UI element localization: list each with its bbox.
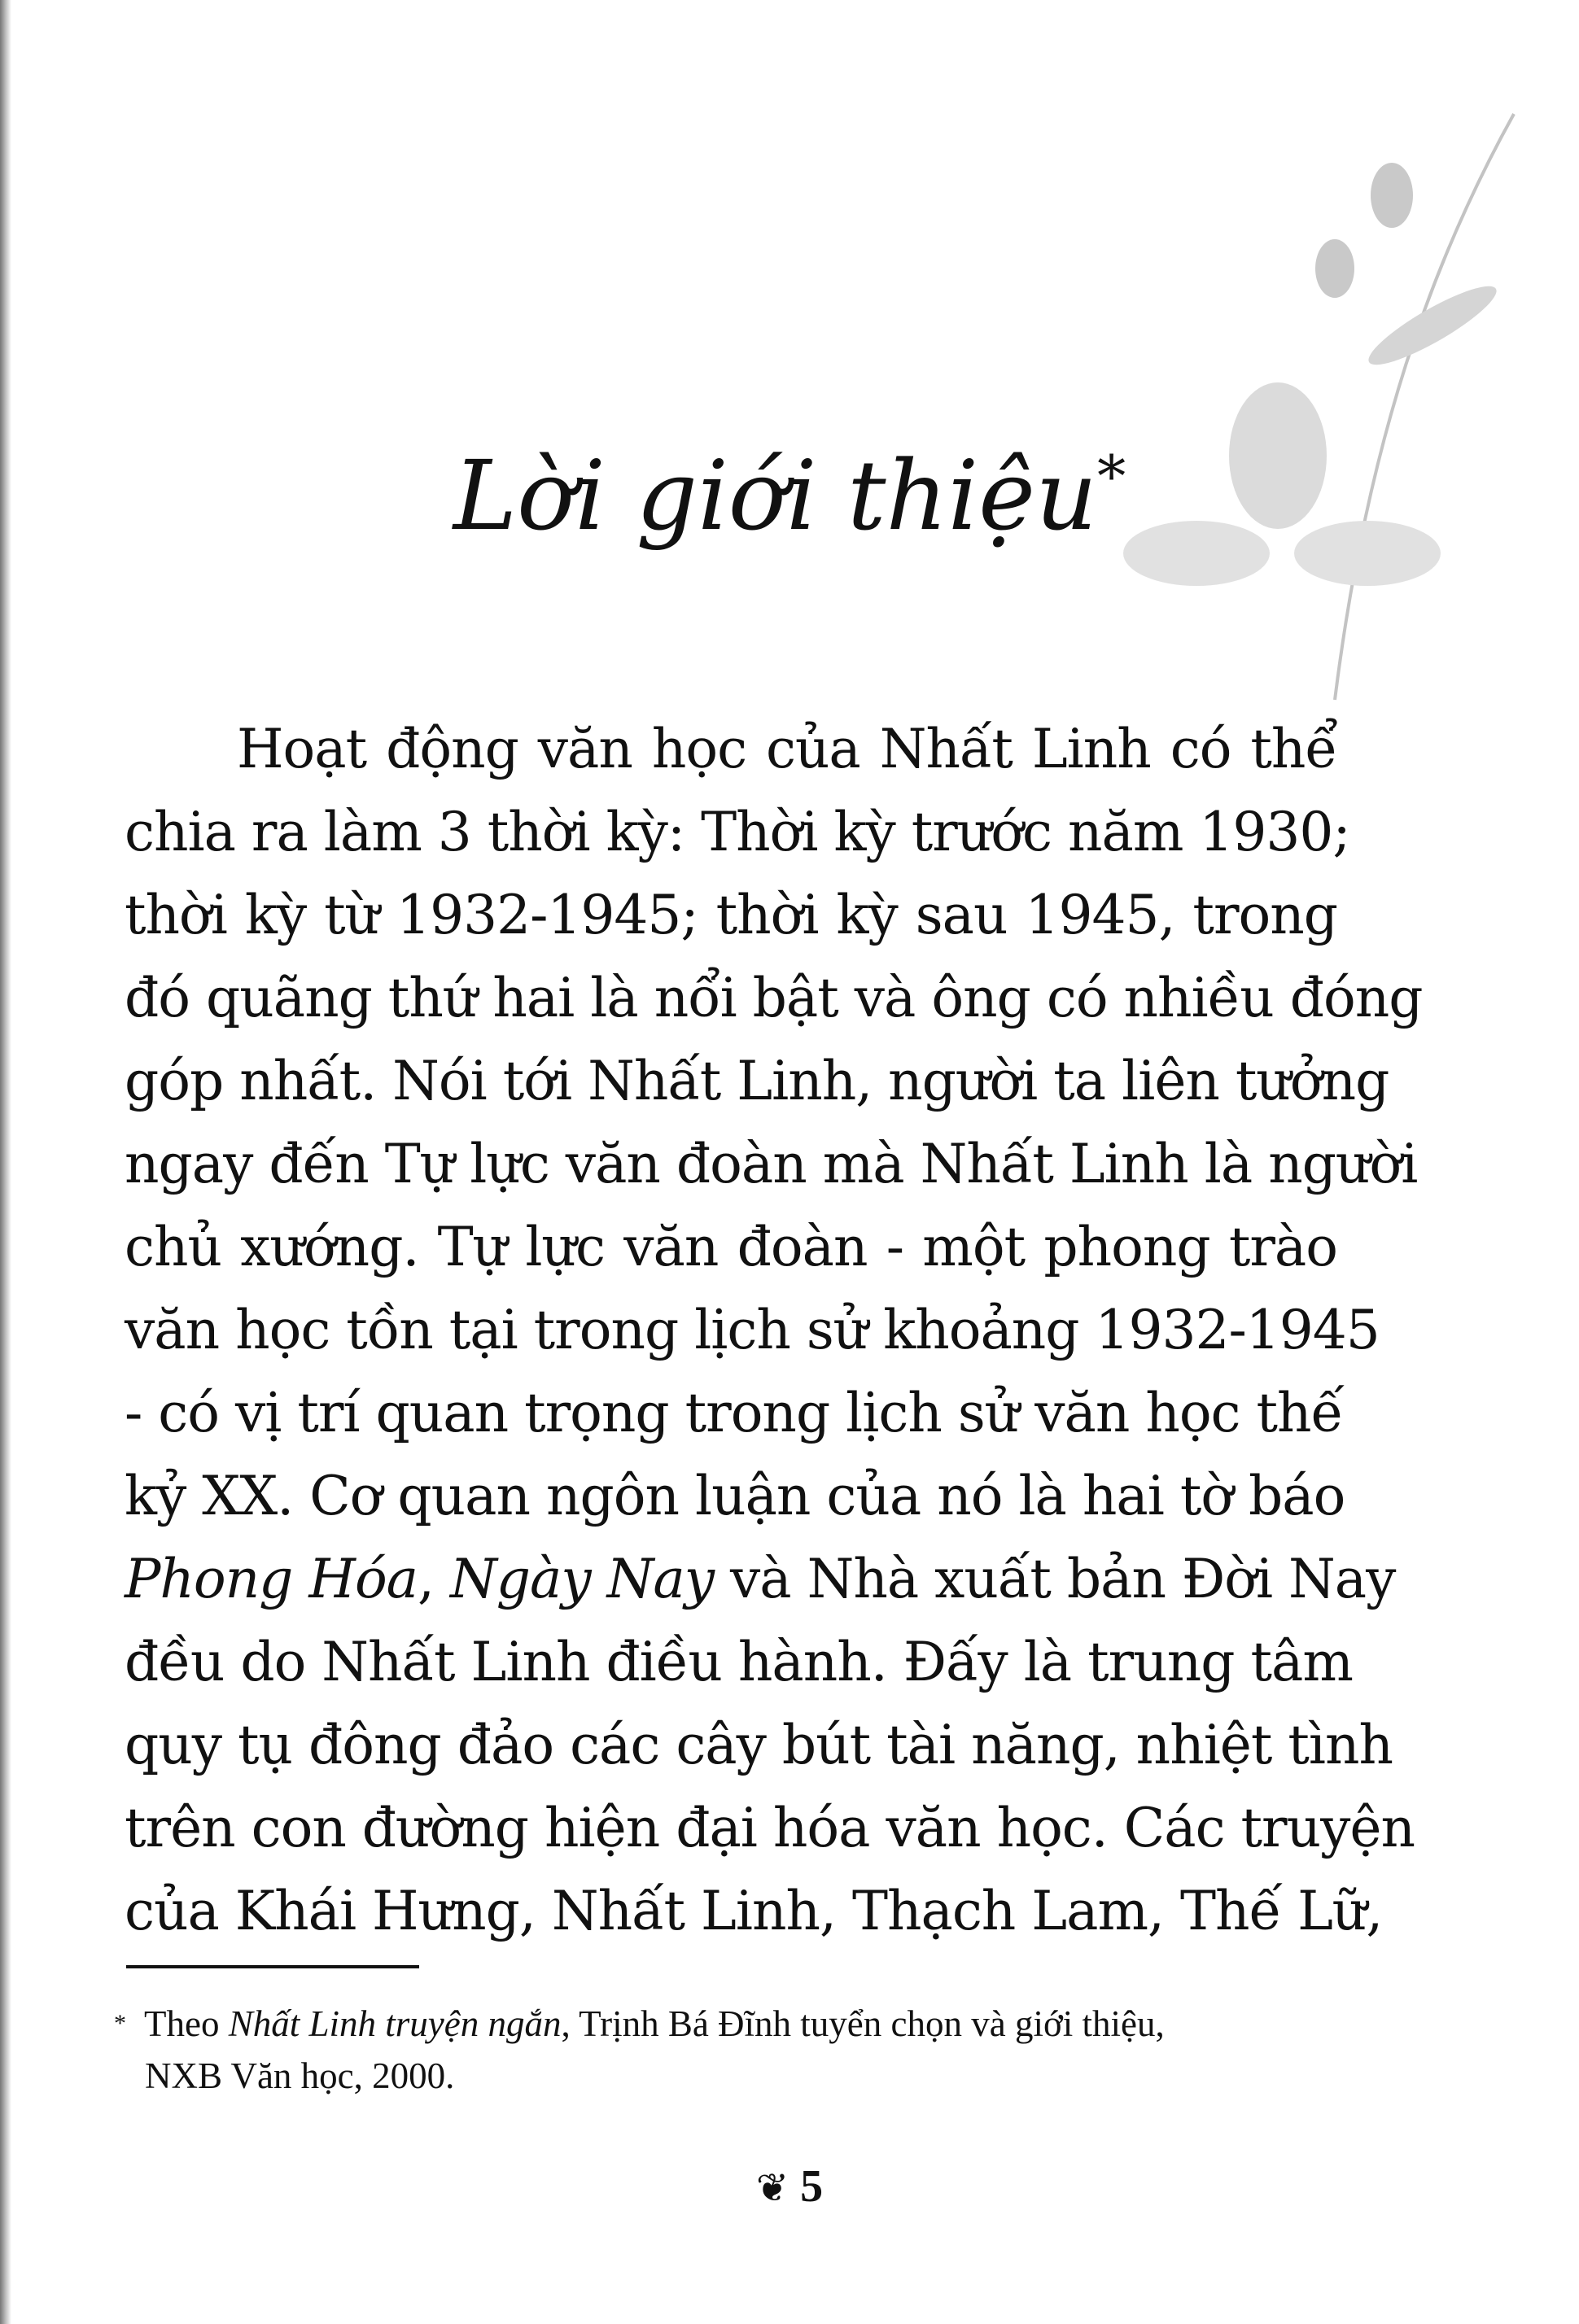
body-line: văn học tồn tại trong lịch sử khoảng 1932-1945 xyxy=(125,1299,1380,1361)
page-title xyxy=(0,439,1579,552)
title-footnote-mark: * xyxy=(1097,443,1126,510)
body-line: góp nhất. Nói tới Nhất Linh, người ta liên tưởng xyxy=(125,1050,1389,1112)
floral-decoration xyxy=(1123,98,1546,716)
page-number-text: 5 xyxy=(800,2161,824,2212)
title-text: Lời giới thiệu xyxy=(453,439,1098,552)
line-text: và Nhà xuất bản Đời Nay xyxy=(714,1548,1396,1610)
body-line xyxy=(125,1538,1396,1621)
body-line: của Khái Hưng, Nhất Linh, Thạch Lam, Thế Lữ, xyxy=(125,1880,1383,1942)
footnote-text: , Trịnh Bá Đĩnh tuyển chọn và giới thiệu, xyxy=(561,2003,1165,2044)
footnote-divider xyxy=(126,1965,419,1968)
book-spine-shadow xyxy=(0,0,11,2324)
body-line: kỷ XX. Cơ quan ngôn luận của nó là hai tờ báo xyxy=(125,1465,1345,1527)
footnote-mark: * xyxy=(114,2010,126,2037)
footnote-text: NXB Văn học, 2000. xyxy=(145,2055,455,2096)
body-line: đó quãng thứ hai là nổi bật và ông có nhiều đóng xyxy=(125,967,1423,1029)
body-line: đều do Nhất Linh điều hành. Đấy là trung tâm xyxy=(125,1631,1353,1693)
flower-ornament-icon: ❦ xyxy=(755,2167,790,2210)
separator: , xyxy=(418,1548,450,1610)
body-line: chủ xướng. Tự lực văn đoàn - một phong trào xyxy=(125,1216,1337,1278)
body-text xyxy=(125,708,1423,1953)
newspaper-title: Phong Hóa xyxy=(125,1548,418,1610)
footnote-text: Theo xyxy=(144,2003,229,2044)
footnote xyxy=(114,1998,1351,2102)
body-line: - có vị trí quan trọng trong lịch sử văn học thế xyxy=(125,1382,1344,1444)
body-line: trên con đường hiện đại hóa văn học. Các truyện xyxy=(125,1797,1415,1859)
body-line: thời kỳ từ 1932-1945; thời kỳ sau 1945, trong xyxy=(125,884,1337,946)
page-number xyxy=(0,2160,1579,2213)
body-line: quy tụ đông đảo các cây bút tài năng, nhiệt tình xyxy=(125,1714,1393,1776)
book-title: Nhất Linh truyện ngắn xyxy=(228,2003,562,2044)
newspaper-title: Ngày Nay xyxy=(450,1548,714,1610)
body-line: Hoạt động văn học của Nhất Linh có thể xyxy=(237,718,1337,780)
body-line: chia ra làm 3 thời kỳ: Thời kỳ trước năm 1930; xyxy=(125,801,1350,863)
body-line: ngay đến Tự lực văn đoàn mà Nhất Linh là người xyxy=(125,1133,1418,1195)
